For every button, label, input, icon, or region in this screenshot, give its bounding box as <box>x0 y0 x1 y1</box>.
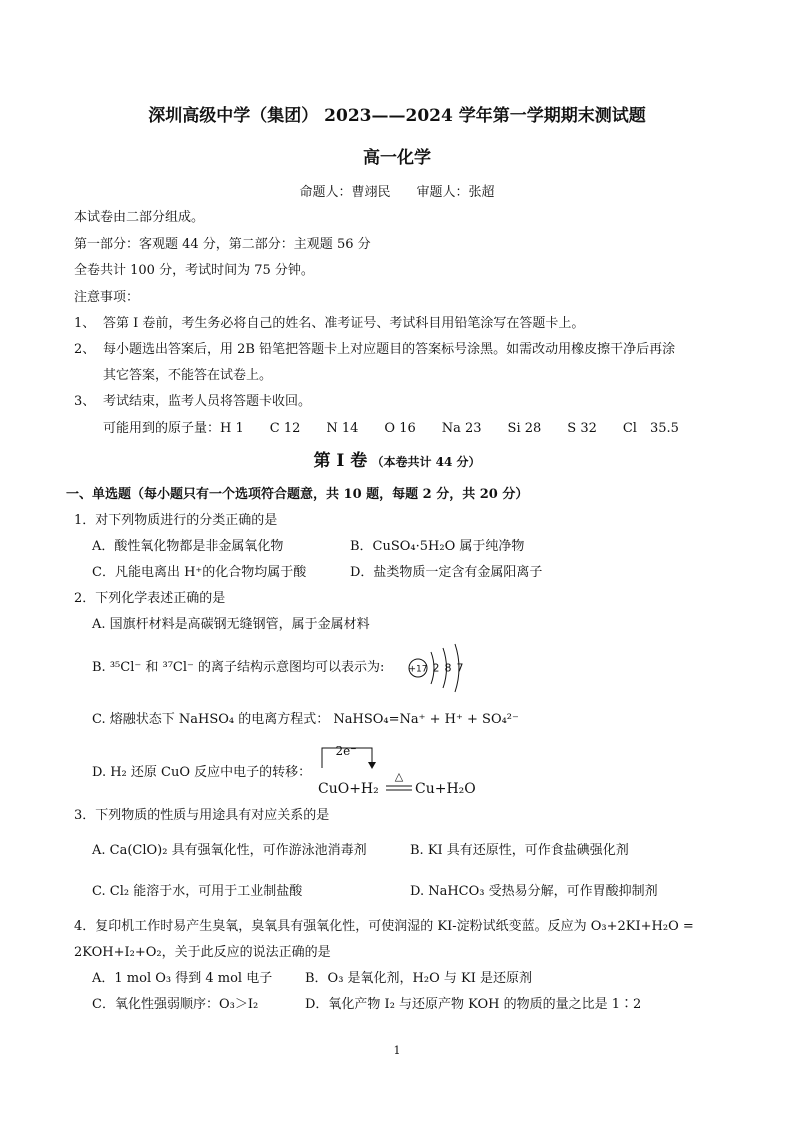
page-title: 深圳高级中学（集团） 2023——2024 学年第一学期期末测试题 <box>148 106 646 126</box>
q2-c-equation: NaHSO₄=Na⁺ + H⁺ + SO₄²⁻ <box>333 712 519 727</box>
section-title-row <box>0 453 794 471</box>
q1-option-c: C．凡能电离出 H⁺的化合物均属于酸 <box>92 565 307 580</box>
q2-c-label: C. 熔融状态下 NaHSO₄ 的电离方程式： <box>92 712 330 727</box>
q4-option-c: C．氧化性强弱顺序：O₃＞I₂ <box>92 997 259 1012</box>
heat-symbol: △ <box>394 770 404 783</box>
q2-option-b <box>92 660 384 676</box>
q4-option-d: D．氧化产物 I₂ 与还原产物 KOH 的物质的量之比是 1∶2 <box>305 997 642 1012</box>
q2-b-text: 的离子结构示意图均可以表示为: <box>198 660 385 675</box>
q2-option-a: A. 国旗杆材料是高碳钢无缝钢管，属于金属材料 <box>92 617 370 632</box>
q3-stem: 3．下列物质的性质与用途具有对应关系的是 <box>74 808 330 823</box>
electron-count: 2e⁻ <box>335 743 357 758</box>
section-note: （本卷共计 44 分） <box>371 455 481 469</box>
q1-stem: 1．对下列物质进行的分类正确的是 <box>74 513 278 528</box>
intro-line-3: 全卷共计 100 分，考试时间为 75 分钟。 <box>74 263 314 278</box>
subject-title: 高一化学 <box>363 148 431 168</box>
q1-option-d: D．盐类物质一定含有金属阳离子 <box>350 565 543 580</box>
q3-option-a: A. Ca(ClO)₂ 具有强氧化性，可作游泳池消毒剂 <box>92 843 367 858</box>
q1-option-b: B．CuSO₄·5H₂O 属于纯净物 <box>350 539 525 554</box>
shell-1-count: 2 <box>432 661 440 675</box>
q2-option-c <box>92 712 519 728</box>
notice-2-text-b: 其它答案，不能答在试卷上。 <box>103 368 273 383</box>
page-number: 1 <box>393 1044 401 1057</box>
electron-transfer-diagram <box>316 742 476 800</box>
section-heading: 一、单选题（每小题只有一个选项符合题意，共 10 题，每题 2 分，共 20 分） <box>66 487 529 502</box>
q2-b-label: B. <box>92 660 106 675</box>
notice-3-text: 考试结束，监考人员将答题卡收回。 <box>103 394 312 409</box>
notice-1-number: 1、 <box>74 316 96 331</box>
atomic-masses: 可能用到的原子量：H 1 C 12 N 14 O 16 Na 23 Si 28 S 32 Cl 35.5 <box>103 421 679 436</box>
q4-option-a: A．1 mol O₃ 得到 4 mol 电子 <box>92 971 273 986</box>
shell-3-count: 7 <box>456 661 464 675</box>
q1-option-a: A．酸性氧化物都是非金属氧化物 <box>92 539 284 554</box>
reactants: CuO+H₂ <box>318 781 379 797</box>
nucleus-charge: +17 <box>408 664 428 675</box>
transfer-arrowhead <box>368 762 376 769</box>
intro-line-2: 第一部分：客观题 44 分，第二部分：主观题 56 分 <box>74 237 371 252</box>
intro-line-1: 本试卷由二部分组成。 <box>74 210 205 225</box>
q3-option-c: C. Cl₂ 能溶于水，可用于工业制盐酸 <box>92 884 303 899</box>
shell-2-count: 8 <box>444 661 452 675</box>
q3-option-b: B. KI 具有还原性，可作食盐碘强化剂 <box>410 843 629 858</box>
q3-option-d: D. NaHCO₃ 受热易分解，可作胃酸抑制剂 <box>410 884 658 899</box>
q2-stem: 2．下列化学表述正确的是 <box>74 591 226 606</box>
notice-3-number: 3、 <box>74 394 96 409</box>
q4-stem-line-1: 4．复印机工作时易产生臭氧，臭氧具有强氧化性，可使润湿的 KI-淀粉试纸变蓝。反应为 O₃+2KI+H₂O = <box>74 919 694 934</box>
products: Cu+H₂O <box>415 781 476 797</box>
section-title: 第 I 卷 <box>313 451 368 471</box>
notice-2-text-a: 每小题选出答案后，用 2B 铅笔把答题卡上对应题目的答案标号涂黑。如需改动用橡皮擦干净后再涂 <box>103 342 676 357</box>
q2-b-isotopes: ³⁵Cl⁻ 和 ³⁷Cl⁻ <box>109 660 194 675</box>
q4-option-b: B．O₃ 是氧化剂，H₂O 与 KI 是还原剂 <box>305 971 533 986</box>
notice-2-number: 2、 <box>74 342 96 357</box>
notice-1-text: 答第 I 卷前，考生务必将自己的姓名、准考证号、考试科目用铅笔涂写在答题卡上。 <box>103 316 585 331</box>
q2-d-label: D. H₂ 还原 CuO 反应中电子的转移： <box>92 765 312 780</box>
q4-stem-line-2: 2KOH+I₂+O₂，关于此反应的说法正确的是 <box>74 945 331 960</box>
chlorine-ion-structure-diagram <box>404 640 476 696</box>
notice-label: 注意事项： <box>74 290 140 305</box>
authors-line: 命题人：曹翊民 审题人：张超 <box>299 185 495 200</box>
